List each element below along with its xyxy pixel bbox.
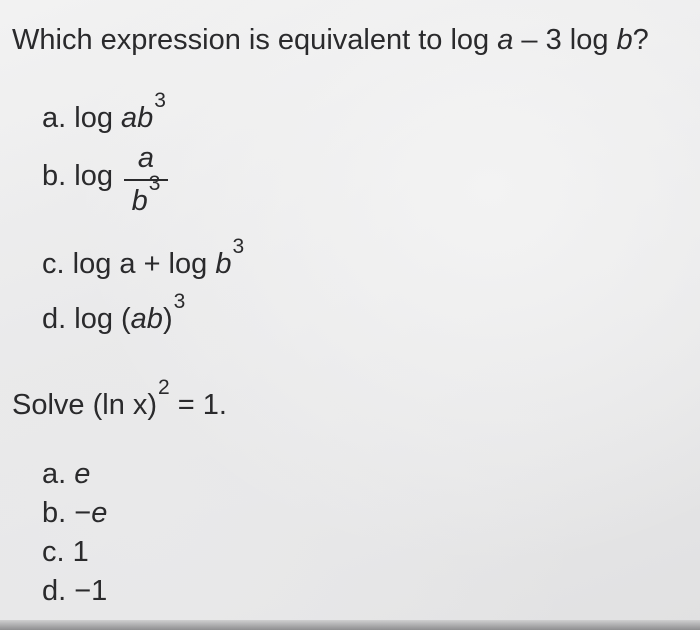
- q1-option-d-letter: d.: [42, 303, 67, 335]
- q1-option-a[interactable]: [42, 89, 166, 134]
- q1-option-d[interactable]: [42, 290, 186, 335]
- question-1-var-a: a: [497, 24, 514, 56]
- q1-option-c-letter: c.: [42, 248, 65, 280]
- q2-option-b-sign: −: [74, 497, 92, 529]
- q1-option-b-text: log: [74, 160, 113, 192]
- q2-option-d[interactable]: [42, 577, 107, 606]
- q1-option-c-var: b: [215, 248, 232, 280]
- q1-option-b-letter: b.: [42, 160, 67, 192]
- q1-option-a-exp: 3: [154, 89, 166, 112]
- q2-option-c-letter: c.: [42, 536, 65, 568]
- question-2: [12, 376, 227, 421]
- q2-option-a[interactable]: [42, 460, 90, 489]
- q1-option-d-close: ): [162, 303, 173, 335]
- q2-option-b[interactable]: [42, 499, 107, 528]
- fraction-bar: [124, 179, 168, 181]
- q1-option-c[interactable]: [42, 235, 245, 280]
- q2-option-b-letter: b.: [42, 497, 67, 529]
- q2-option-c-value: 1: [72, 536, 89, 568]
- question-2-exp: 2: [158, 376, 170, 399]
- q2-option-a-letter: a.: [42, 458, 67, 490]
- q1-option-d-var: ab: [130, 303, 163, 335]
- question-2-prefix: Solve (ln x): [12, 389, 158, 421]
- q1-option-b-fraction: [124, 144, 168, 216]
- question-1: [12, 26, 649, 55]
- q1-option-d-text: log (: [74, 303, 131, 335]
- q2-option-a-value: e: [74, 458, 91, 490]
- q1-option-b[interactable]: [42, 162, 113, 191]
- q1-option-c-exp: 3: [232, 235, 245, 258]
- q2-option-c[interactable]: [42, 538, 89, 567]
- q2-option-b-value: e: [91, 497, 108, 529]
- q1-option-b-exp: 3: [148, 172, 161, 195]
- q2-option-d-letter: d.: [42, 575, 67, 607]
- q1-option-a-text: log: [74, 102, 122, 134]
- q1-option-a-letter: a.: [42, 102, 67, 134]
- question-1-mid: – 3 log: [513, 24, 617, 56]
- q1-option-a-var: ab: [121, 102, 154, 134]
- q1-option-c-text: log a + log: [72, 248, 216, 280]
- q2-option-d-value: −1: [74, 575, 108, 607]
- question-1-var-b: b: [616, 24, 633, 56]
- paper-edge-shadow: [0, 620, 700, 630]
- question-1-suffix: ?: [632, 24, 649, 56]
- question-2-suffix: = 1.: [169, 389, 227, 421]
- q1-option-b-denominator: $b^3$: [131, 172, 161, 217]
- q1-option-b-numerator: a: [137, 142, 155, 174]
- question-1-prefix: Which expression is equivalent to log: [12, 24, 498, 56]
- q1-option-d-exp: 3: [173, 290, 186, 313]
